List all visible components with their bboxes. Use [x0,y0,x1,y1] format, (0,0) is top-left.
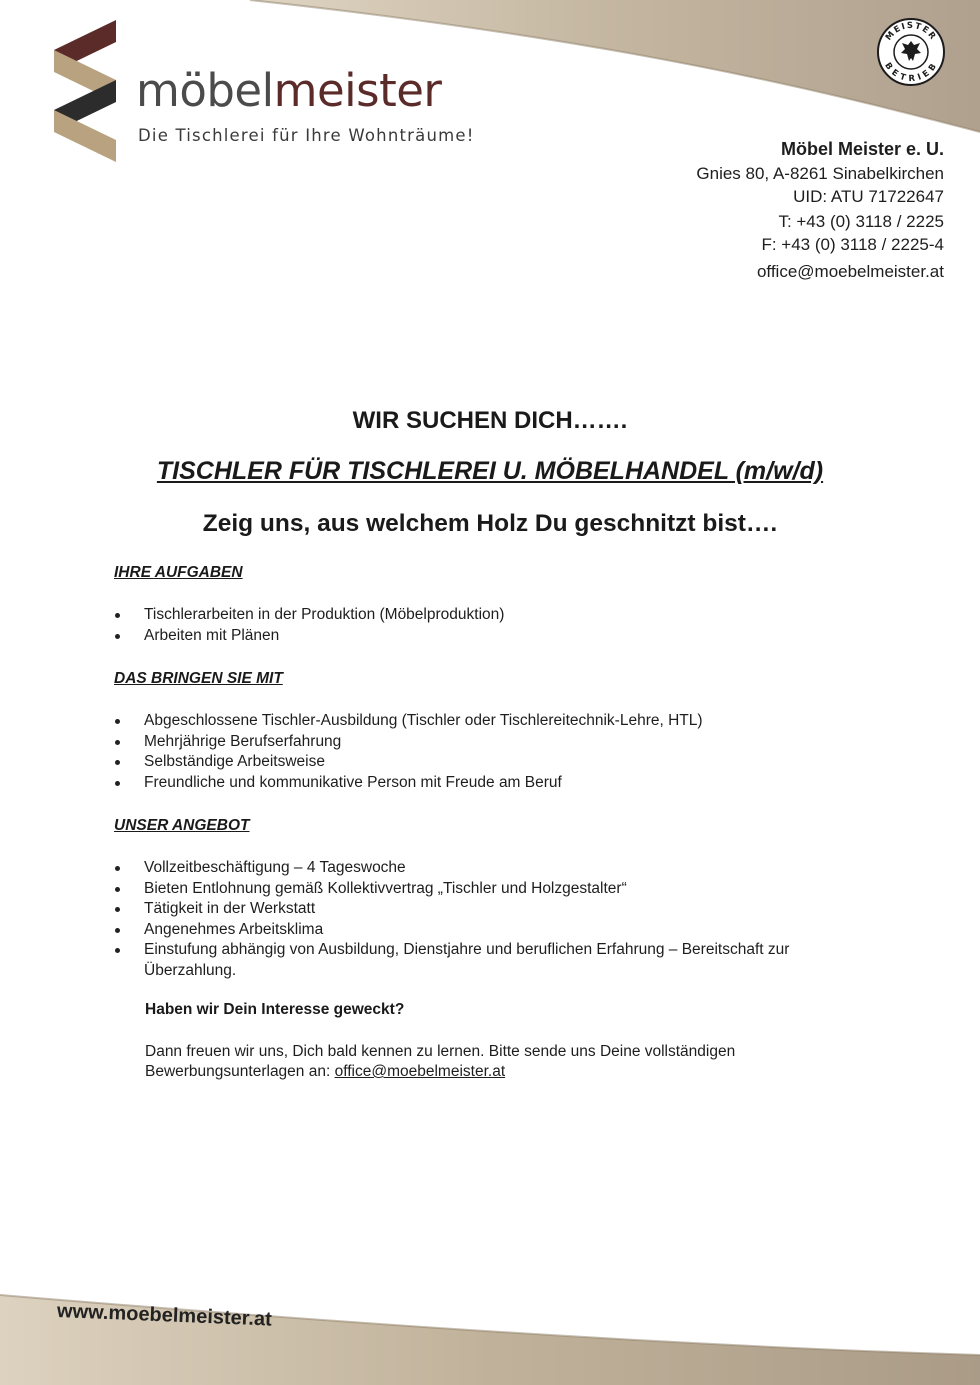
company-name: Möbel Meister e. U. [780,139,944,159]
list-item: Selbständige Arbeitsweise [114,752,854,773]
company-phone: T: +43 (0) 3118 / 2225 [778,211,944,231]
closing-paragraph [145,1042,825,1082]
logo-mark [54,20,118,162]
company-fax: F: +43 (0) 3118 / 2225-4 [761,235,944,254]
tasks-list [114,605,854,646]
footer-website[interactable]: www.moebelmeister.at [56,1300,273,1331]
list-item: Angenehmes Arbeitsklima [114,920,854,941]
meister-betrieb-seal [876,17,946,87]
list-item: Abgeschlossene Tischler-Ausbildung (Tischler oder Tischlereitechnik-Lehre, HTL) [114,711,854,732]
company-uid: UID: ATU 71722647 [793,187,944,206]
list-item: Einstufung abhängig von Ausbildung, Dienstjahre und beruflichen Erfahrung – Bereitschaft zur Überzahlung. [114,940,834,981]
requirements-list [114,711,854,793]
company-email: office@moebelmeister.at [756,261,944,281]
svg-text:BETRIEB: BETRIEB [882,60,940,85]
list-item: Mehrjährige Berufserfahrung [114,732,854,753]
headline: WIR SUCHEN DICH……. [352,407,628,434]
company-address: Gnies 80, A-8261 Sinabelkirchen [696,163,944,183]
company-contact [696,138,944,283]
wood-banner-bottom [0,1285,980,1385]
list-item: Bieten Entlohnung gemäß Kollektivvertrag „Tischler und Holzgestalter“ [114,879,854,900]
logo-tagline: Die Tischlerei für Ihre Wohnträume! [138,126,475,145]
list-item: Vollzeitbeschäftigung – 4 Tageswoche [114,858,854,879]
interest-question: Haben wir Dein Interesse geweckt? [145,1001,405,1018]
list-item: Tätigkeit in der Werkstatt [114,899,854,920]
section-title-requirements: DAS BRINGEN SIE MIT [114,670,283,687]
list-item: Freundliche und kommunikative Person mit Freude am Beruf [114,773,854,794]
section-title-offer: UNSER ANGEBOT [114,817,250,834]
slogan: Zeig uns, aus welchem Holz Du geschnitzt bist…. [202,510,778,537]
list-item: Arbeiten mit Plänen [114,626,854,647]
list-item: Tischlerarbeiten in der Produktion (Möbelproduktion) [114,605,854,626]
closing-email-link[interactable]: office@moebelmeister.at [334,1063,506,1080]
svg-text:MEISTER: MEISTER [883,20,939,43]
section-title-tasks: IHRE AUFGABEN [114,564,243,581]
closing-text: Dann freuen wir uns, Dich bald kennen zu lernen. Bitte sende uns Deine vollständigen Bewerbungsunterlagen an: [145,1043,736,1080]
logo-wordmark: möbelmeister [136,64,442,117]
job-title: TISCHLER FÜR TISCHLEREI U. MÖBELHANDEL (m/w/d) [156,457,824,485]
offer-list [114,858,854,981]
